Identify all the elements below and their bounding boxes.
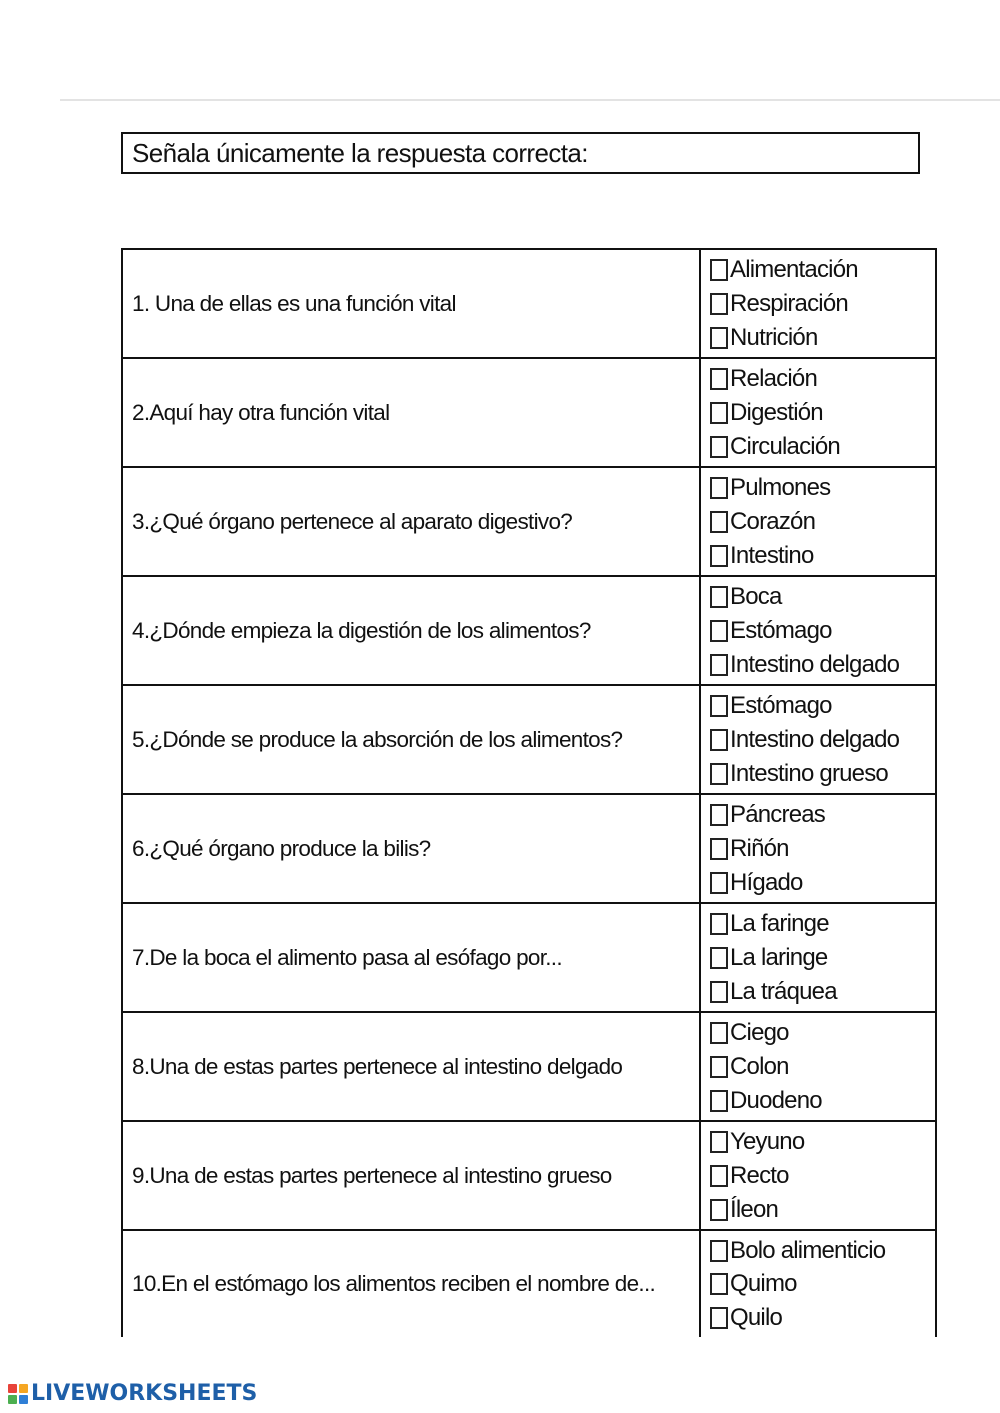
answer-option[interactable] xyxy=(710,1052,935,1082)
option-label: Riñón xyxy=(730,835,789,862)
checkbox[interactable] xyxy=(710,913,728,935)
checkbox[interactable] xyxy=(710,981,728,1003)
answer-option[interactable] xyxy=(710,616,935,646)
checkbox[interactable] xyxy=(710,947,728,969)
option-label: Respiración xyxy=(730,290,848,317)
answer-options xyxy=(701,468,935,575)
checkbox[interactable] xyxy=(710,1165,728,1187)
logo-square xyxy=(8,1395,17,1404)
answer-option[interactable] xyxy=(710,977,935,1007)
answer-options xyxy=(701,577,935,684)
answer-option[interactable] xyxy=(710,800,935,830)
logo-square xyxy=(19,1395,28,1404)
checkbox[interactable] xyxy=(710,1240,728,1262)
answer-option[interactable] xyxy=(710,1195,935,1225)
option-label: Nutrición xyxy=(730,324,818,351)
answer-option[interactable] xyxy=(710,289,935,319)
answer-options xyxy=(701,904,935,1011)
answer-option[interactable] xyxy=(710,364,935,394)
checkbox[interactable] xyxy=(710,1022,728,1044)
checkbox[interactable] xyxy=(710,729,728,751)
answer-option[interactable] xyxy=(710,398,935,428)
answer-option[interactable] xyxy=(710,1269,935,1299)
answer-option[interactable] xyxy=(710,1018,935,1048)
question-text: 10.En el estómago los alimentos reciben el nombre de... xyxy=(123,1231,701,1337)
option-label: Intestino delgado xyxy=(730,726,900,753)
checkbox[interactable] xyxy=(710,402,728,424)
checkbox[interactable] xyxy=(710,804,728,826)
question-text: 3.¿Qué órgano pertenece al aparato digestivo? xyxy=(123,468,701,575)
checkbox[interactable] xyxy=(710,1307,728,1329)
checkbox[interactable] xyxy=(710,1131,728,1153)
answer-option[interactable] xyxy=(710,1161,935,1191)
answer-options xyxy=(701,359,935,466)
option-label: Pulmones xyxy=(730,474,831,501)
question-row xyxy=(123,359,935,468)
option-label: La tráquea xyxy=(730,978,837,1005)
option-label: Alimentación xyxy=(730,256,858,283)
checkbox[interactable] xyxy=(710,545,728,567)
option-label: Circulación xyxy=(730,433,840,460)
answer-option[interactable] xyxy=(710,834,935,864)
option-label: La laringe xyxy=(730,944,828,971)
answer-options xyxy=(701,686,935,793)
option-label: Corazón xyxy=(730,508,816,535)
checkbox[interactable] xyxy=(710,259,728,281)
question-text: 2.Aquí hay otra función vital xyxy=(123,359,701,466)
answer-option[interactable] xyxy=(710,1303,935,1333)
question-row xyxy=(123,686,935,795)
question-text: 5.¿Dónde se produce la absorción de los alimentos? xyxy=(123,686,701,793)
question-row xyxy=(123,468,935,577)
answer-option[interactable] xyxy=(710,541,935,571)
question-row xyxy=(123,1013,935,1122)
answer-option[interactable] xyxy=(710,691,935,721)
answer-option[interactable] xyxy=(710,432,935,462)
answer-option[interactable] xyxy=(710,868,935,898)
checkbox[interactable] xyxy=(710,477,728,499)
quiz-table xyxy=(121,248,937,1337)
answer-option[interactable] xyxy=(710,1236,935,1266)
option-label: Yeyuno xyxy=(730,1128,805,1155)
answer-option[interactable] xyxy=(710,255,935,285)
checkbox[interactable] xyxy=(710,436,728,458)
checkbox[interactable] xyxy=(710,872,728,894)
question-row xyxy=(123,795,935,904)
logo-text: LIVEWORKSHEETS xyxy=(31,1381,258,1406)
answer-option[interactable] xyxy=(710,650,935,680)
option-label: Estómago xyxy=(730,692,832,719)
checkbox[interactable] xyxy=(710,1199,728,1221)
question-row xyxy=(123,904,935,1013)
answer-option[interactable] xyxy=(710,507,935,537)
answer-options xyxy=(701,1231,935,1337)
answer-option[interactable] xyxy=(710,323,935,353)
option-label: Intestino delgado xyxy=(730,651,900,678)
checkbox[interactable] xyxy=(710,1273,728,1295)
checkbox[interactable] xyxy=(710,1056,728,1078)
option-label: Boca xyxy=(730,583,782,610)
checkbox[interactable] xyxy=(710,620,728,642)
question-row xyxy=(123,1122,935,1231)
answer-option[interactable] xyxy=(710,725,935,755)
checkbox[interactable] xyxy=(710,368,728,390)
answer-option[interactable] xyxy=(710,582,935,612)
answer-options xyxy=(701,1122,935,1229)
answer-options xyxy=(701,250,935,357)
checkbox[interactable] xyxy=(710,1090,728,1112)
logo-grid-icon xyxy=(8,1384,28,1404)
option-label: Ciego xyxy=(730,1019,789,1046)
question-row xyxy=(123,250,935,359)
option-label: Duodeno xyxy=(730,1087,822,1114)
answer-option[interactable] xyxy=(710,1086,935,1116)
answer-option[interactable] xyxy=(710,909,935,939)
option-label: Colon xyxy=(730,1053,789,1080)
option-label: Páncreas xyxy=(730,801,825,828)
question-text: 9.Una de estas partes pertenece al intestino grueso xyxy=(123,1122,701,1229)
option-label: Íleon xyxy=(730,1196,779,1223)
answer-options xyxy=(701,1013,935,1120)
question-row xyxy=(123,577,935,686)
instruction-text: Señala únicamente la respuesta correcta: xyxy=(132,137,588,168)
liveworksheets-logo xyxy=(8,1381,257,1406)
option-label: Estómago xyxy=(730,617,832,644)
answer-option[interactable] xyxy=(710,1127,935,1157)
checkbox[interactable] xyxy=(710,511,728,533)
question-text: 7.De la boca el alimento pasa al esófago por... xyxy=(123,904,701,1011)
logo-square xyxy=(8,1384,17,1393)
question-text: 4.¿Dónde empieza la digestión de los alimentos? xyxy=(123,577,701,684)
option-label: Quimo xyxy=(730,1270,797,1298)
checkbox[interactable] xyxy=(710,586,728,608)
option-label: Relación xyxy=(730,365,817,392)
question-text: 6.¿Qué órgano produce la bilis? xyxy=(123,795,701,902)
option-label: Bolo alimenticio xyxy=(730,1236,886,1264)
checkbox[interactable] xyxy=(710,654,728,676)
option-label: La faringe xyxy=(730,910,829,937)
option-label: Intestino xyxy=(730,542,814,569)
answer-option[interactable] xyxy=(710,943,935,973)
question-row xyxy=(123,1231,935,1337)
checkbox[interactable] xyxy=(710,327,728,349)
answer-option[interactable] xyxy=(710,759,935,789)
option-label: Hígado xyxy=(730,869,803,896)
answer-options xyxy=(701,795,935,902)
answer-option[interactable] xyxy=(710,473,935,503)
instruction-box xyxy=(121,132,920,174)
checkbox[interactable] xyxy=(710,763,728,785)
checkbox[interactable] xyxy=(710,695,728,717)
checkbox[interactable] xyxy=(710,293,728,315)
question-text: 8.Una de estas partes pertenece al intestino delgado xyxy=(123,1013,701,1120)
option-label: Quilo xyxy=(730,1304,783,1332)
option-label: Digestión xyxy=(730,399,823,426)
checkbox[interactable] xyxy=(710,838,728,860)
logo-square xyxy=(19,1384,28,1393)
question-text: 1. Una de ellas es una función vital xyxy=(123,250,701,357)
option-label: Recto xyxy=(730,1162,789,1189)
top-divider xyxy=(60,99,1000,101)
option-label: Intestino grueso xyxy=(730,760,888,787)
